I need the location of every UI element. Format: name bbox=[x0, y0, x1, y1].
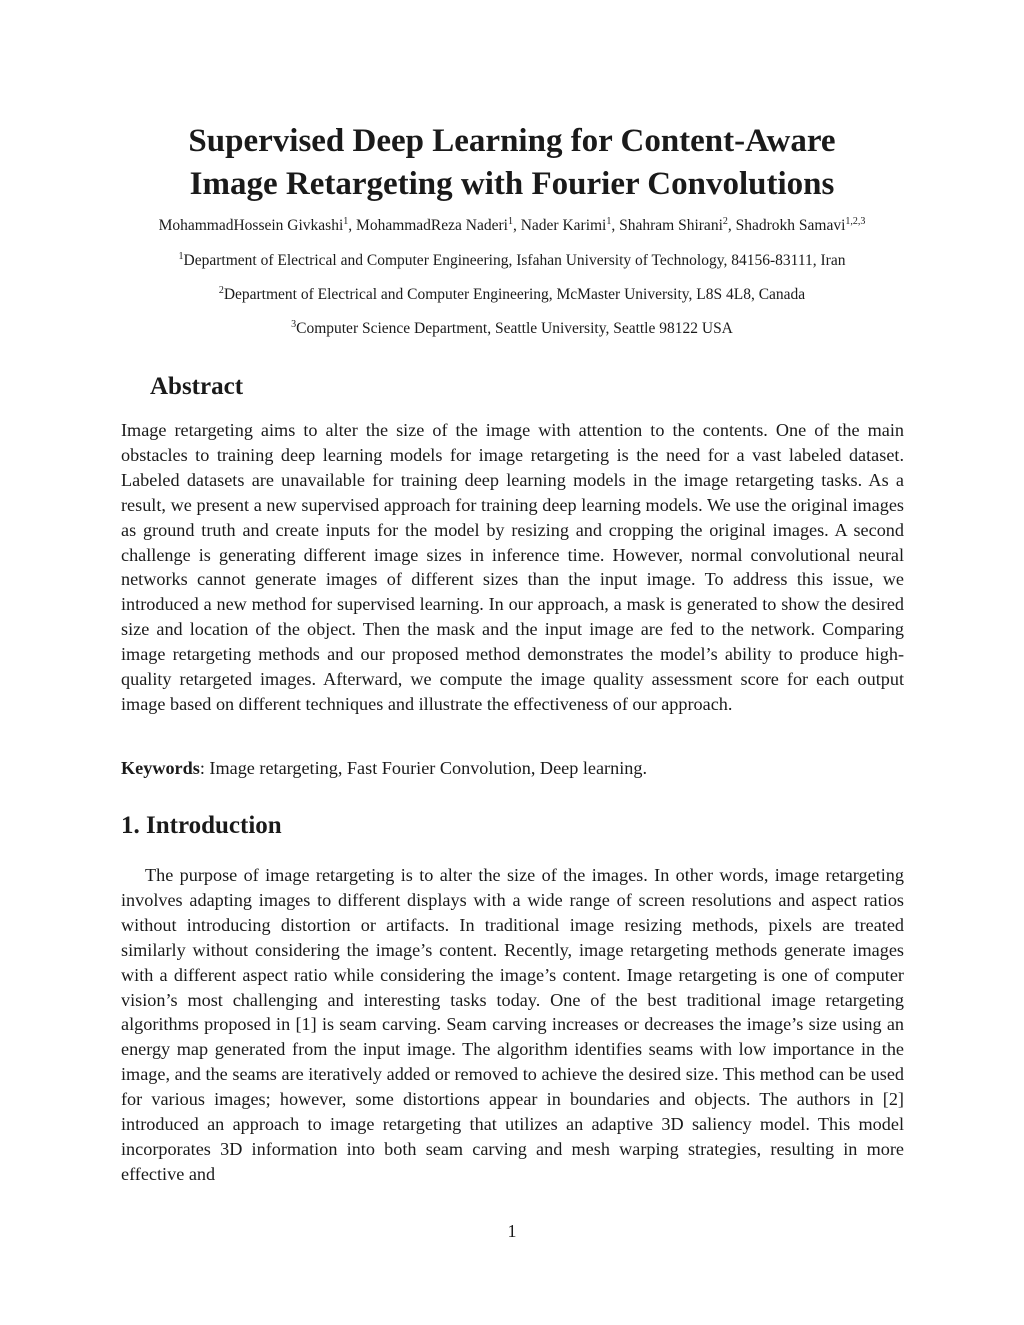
author-affiliation-mark: 2 bbox=[722, 216, 728, 227]
paper-title bbox=[0, 120, 1024, 206]
affiliation-2 bbox=[0, 285, 1024, 305]
abstract-heading: Abstract bbox=[150, 373, 244, 400]
keywords-label: Keywords bbox=[121, 758, 200, 778]
affiliation-1 bbox=[0, 251, 1024, 271]
author-affiliation-mark: 1 bbox=[606, 216, 612, 227]
author-name: MohammadHossein Givkashi bbox=[158, 217, 344, 234]
author-name: Nader Karimi bbox=[520, 217, 607, 234]
introduction-text: The purpose of image retargeting is to alter the size of the images. In other words, image retargeting involves adapting images to different displays with a wide range of screen resolutions and aspect ratios without introducing distortion or artifacts. In traditional image resizing methods, pixels are treated similarly without considering the image’s content. Recently, image retargeting methods generate images with a different aspect ratio while considering the image’s content. Image retargeting is one of computer vision’s most challenging and interesting tasks today. One of the best traditional image retargeting algorithms proposed in [1] is seam carving. Seam carving increases or decreases the image’s size using an energy map generated from the input image. The algorithm identifies seams with low importance in the image, and the seams are iteratively added or removed to achieve the desired size. This method can be used for various images; however, some distortions appear in boundaries and objects. The authors in [2] introduced an approach to image retargeting that utilizes an adaptive 3D saliency model. This model incorporates 3D information into both seam carving and mesh warping strategies, resulting in more effective and bbox=[121, 865, 904, 1184]
author-list: MohammadHossein Givkashi$^1$, MohammadReza Naderi$^1$, Nader Karimi$^1$, Shahram Shirani$^2$, Shadrokh Samavi$^{1,2,3}$ bbox=[158, 216, 866, 234]
title-line-1: Supervised Deep Learning for Content-Aware bbox=[188, 123, 836, 159]
author-affiliation-mark: 1 bbox=[343, 216, 349, 227]
affiliation-text: Department of Electrical and Computer Engineering, McMaster University, L8S 4L8, Canada bbox=[223, 286, 806, 303]
affiliation-3 bbox=[0, 319, 1024, 339]
title-line-2: Image Retargeting with Fourier Convolutions bbox=[189, 166, 835, 202]
author-affiliation-mark: 1 bbox=[507, 216, 513, 227]
affiliation-mark: 3 bbox=[291, 319, 297, 330]
author-name: Shahram Shirani bbox=[619, 217, 723, 234]
affiliation-text: Computer Science Department, Seattle University, Seattle 98122 USA bbox=[296, 320, 733, 337]
introduction-heading: 1. Introduction bbox=[121, 812, 282, 839]
author-affiliation-mark: 1,2,3 bbox=[845, 216, 866, 227]
author-name: MohammadReza Naderi bbox=[356, 217, 508, 234]
affiliation-mark: 1 bbox=[178, 251, 184, 262]
affiliation-text: Department of Electrical and Computer Engineering, Isfahan University of Technology, 84156-83111, Iran bbox=[183, 252, 846, 269]
keywords-line bbox=[121, 756, 904, 781]
affiliation-mark: 2 bbox=[218, 285, 224, 296]
page-number: 1 bbox=[507, 1221, 517, 1241]
abstract-text: Image retargeting aims to alter the size of the image with attention to the contents. One of the main obstacles to training deep learning models for image retargeting is the need for a vast labeled dataset. Labeled datasets are unavailable for training deep learning models in the image retargeting tasks. As a result, we present a new supervised approach for training deep learning models. We use the original images as ground truth and create inputs for the model by resizing and cropping the original images. A second challenge is generating different image sizes in inference time. However, normal convolutional neural networks cannot generate images of different sizes than the input image. To address this issue, we introduced a new method for supervised learning. In our approach, a mask is generated to show the desired size and location of the object. Then the mask and the input image are fed to the network. Comparing image retargeting methods and our proposed method demonstrates the model’s ability to produce high-quality retargeted images. Afterward, we compute the image quality assessment score for each output image based on different techniques and illustrate the effectiveness of our approach. bbox=[121, 420, 904, 714]
author-name: Shadrokh Samavi bbox=[735, 217, 846, 234]
keywords-text: : Image retargeting, Fast Fourier Convolution, Deep learning. bbox=[199, 758, 647, 778]
